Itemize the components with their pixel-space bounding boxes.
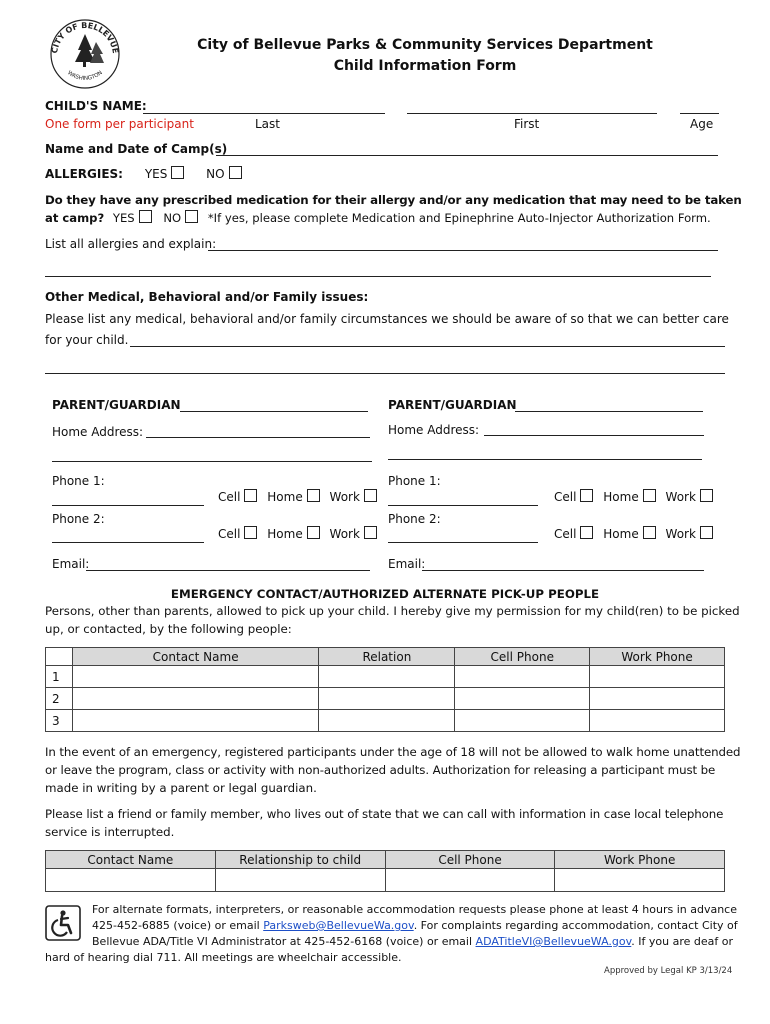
child-name-label: CHILD'S NAME: <box>45 99 147 113</box>
emergency-heading: EMERGENCY CONTACT/AUTHORIZED ALTERNATE PICK-UP PEOPLE <box>170 587 600 601</box>
guardian2-phone2-types <box>554 526 713 541</box>
guardian1-phone1-label: Phone 1: <box>52 474 105 488</box>
home-label: Home <box>267 527 303 541</box>
table-header: Contact Name <box>72 648 319 666</box>
table-cell[interactable] <box>72 666 319 688</box>
guardian1-address-field-2[interactable] <box>52 461 372 462</box>
allergies-no-label: NO <box>206 167 225 181</box>
seal-bottom-text: WASHINGTON <box>66 70 104 82</box>
guardian1-phone2-cell-checkbox[interactable] <box>244 526 257 539</box>
guardian1-email-field[interactable] <box>86 570 370 571</box>
child-age-field[interactable] <box>680 113 719 114</box>
cell-label: Cell <box>218 527 241 541</box>
guardian2-phone2-home-checkbox[interactable] <box>643 526 656 539</box>
table-cell[interactable] <box>72 688 319 710</box>
table-header: Relation <box>319 648 455 666</box>
table-row <box>46 710 725 732</box>
guardian1-phone2-home-checkbox[interactable] <box>307 526 320 539</box>
guardian2-phone1-types <box>554 489 713 504</box>
other-issues-text: Please list any medical, behavioral and/or family circumstances we should be aware of so that we can better care <box>45 312 729 326</box>
guardian1-name-field[interactable] <box>180 411 368 412</box>
row-number: 2 <box>46 688 73 710</box>
guardian1-label: PARENT/GUARDIAN <box>52 398 181 412</box>
emergency-notice-2: or leave the program, class or activity with non-authorized adults. Authorization for releasing a participant must be <box>45 763 716 777</box>
table-header: Work Phone <box>555 851 725 869</box>
table-header: Cell Phone <box>385 851 555 869</box>
medication-note: *If yes, please complete Medication and Epinephrine Auto-Injector Authorization Form. <box>207 211 711 225</box>
wheelchair-accessibility-icon <box>45 905 81 941</box>
guardian1-phone2-work-checkbox[interactable] <box>364 526 377 539</box>
guardian1-address-label: Home Address: <box>52 425 144 439</box>
guardian1-phone1-work-checkbox[interactable] <box>364 489 377 502</box>
cell-label: Cell <box>218 490 241 504</box>
footer-text-part: . For complaints regarding accommodation, contact City of <box>413 919 738 932</box>
footer-text-3 <box>92 935 733 948</box>
table-cell[interactable] <box>455 688 590 710</box>
table-row <box>46 666 725 688</box>
other-issues-text-2: for your child. <box>45 333 129 347</box>
medication-no-label: NO <box>163 211 182 225</box>
guardian2-phone2-cell-checkbox[interactable] <box>580 526 593 539</box>
emergency-text-2: up, or contacted, by the following people: <box>45 622 292 636</box>
medication-yes-label: YES <box>112 211 135 225</box>
age-caption: Age <box>690 117 714 131</box>
table-cell[interactable] <box>46 869 216 892</box>
out-of-state-text-2: service is interrupted. <box>45 825 175 839</box>
guardian2-email-label: Email: <box>388 557 426 571</box>
out-of-state-table <box>45 850 725 892</box>
other-issues-heading: Other Medical, Behavioral and/or Family issues: <box>45 290 369 304</box>
allergies-yes-checkbox[interactable] <box>171 166 184 179</box>
guardian2-phone2-label: Phone 2: <box>388 512 441 526</box>
guardian1-phone1-home-checkbox[interactable] <box>307 489 320 502</box>
home-label: Home <box>267 490 303 504</box>
footer-text-4: hard of hearing dial 711. All meetings are wheelchair accessible. <box>45 951 402 964</box>
allergies-no-checkbox[interactable] <box>229 166 242 179</box>
table-cell[interactable] <box>555 869 725 892</box>
guardian1-phone1-cell-checkbox[interactable] <box>244 489 257 502</box>
emergency-notice-3: made in writing by a parent or legal guardian. <box>45 781 317 795</box>
form-title: Child Information Form <box>333 58 517 74</box>
guardian1-phone1-types <box>218 489 377 504</box>
table-cell[interactable] <box>319 688 455 710</box>
other-issues-field-2[interactable] <box>45 373 725 374</box>
guardian1-phone2-field[interactable] <box>52 542 204 543</box>
work-label: Work <box>329 527 360 541</box>
other-issues-field-1[interactable] <box>130 346 725 347</box>
emergency-text: Persons, other than parents, allowed to pick up your child. I hereby give my permission for my child(ren) to be picked <box>45 604 740 618</box>
footer-text-part: Bellevue ADA/Title VI Administrator at 425-452-6168 (voice) or email <box>92 935 476 948</box>
table-header: Contact Name <box>46 851 216 869</box>
allergies-yes-label: YES <box>144 167 168 181</box>
table-cell[interactable] <box>455 710 590 732</box>
out-of-state-text: Please list a friend or family member, who lives out of state that we can call with information in case local telephone <box>45 807 724 821</box>
footer-text-part: 425-452-6885 (voice) or email <box>92 919 264 932</box>
guardian2-phone1-label: Phone 1: <box>388 474 441 488</box>
legal-approval-note: Approved by Legal KP 3/13/24 <box>604 966 733 976</box>
guardian2-label: PARENT/GUARDIAN <box>388 398 517 412</box>
guardian2-phone2-work-checkbox[interactable] <box>700 526 713 539</box>
guardian2-address-field-2[interactable] <box>388 459 702 460</box>
work-label: Work <box>665 490 696 504</box>
cell-label: Cell <box>554 490 577 504</box>
home-label: Home <box>603 490 639 504</box>
footer-text-part: . If you are deaf or <box>631 935 733 948</box>
table-cell[interactable] <box>590 666 725 688</box>
form-department-title: City of Bellevue Parks & Community Services Department <box>197 37 653 53</box>
table-cell[interactable] <box>319 710 455 732</box>
table-cell[interactable] <box>590 710 725 732</box>
work-label: Work <box>665 527 696 541</box>
guardian1-phone2-types <box>218 526 377 541</box>
table-cell[interactable] <box>319 666 455 688</box>
child-first-name-field[interactable] <box>407 113 657 114</box>
table-cell[interactable] <box>72 710 319 732</box>
table-cell[interactable] <box>455 666 590 688</box>
guardian2-phone1-cell-checkbox[interactable] <box>580 489 593 502</box>
medication-question-end: at camp? <box>45 211 105 225</box>
guardian2-email-field[interactable] <box>422 570 704 571</box>
allergies-explain-field-1[interactable] <box>208 250 718 251</box>
row-number: 3 <box>46 710 73 732</box>
work-label: Work <box>329 490 360 504</box>
guardian2-phone2-field[interactable] <box>388 542 538 543</box>
child-last-name-field[interactable] <box>143 113 385 114</box>
first-name-caption: First <box>514 117 540 131</box>
guardian2-name-field[interactable] <box>515 411 703 412</box>
emergency-contacts-table <box>45 647 725 732</box>
footer-text-2 <box>92 919 738 932</box>
guardian1-phone2-label: Phone 2: <box>52 512 105 526</box>
guardian1-email-label: Email: <box>52 557 90 571</box>
table-header <box>46 648 73 666</box>
table-header: Cell Phone <box>455 648 590 666</box>
guardian2-address-field-1[interactable] <box>484 435 704 436</box>
city-seal-logo <box>48 16 122 90</box>
one-form-note: One form per participant <box>45 117 194 131</box>
seal-top-text: CITY OF BELLEVUE <box>50 20 120 55</box>
camp-field[interactable] <box>216 155 718 156</box>
table-row <box>46 869 725 892</box>
guardian2-phone1-home-checkbox[interactable] <box>643 489 656 502</box>
medication-no-checkbox[interactable] <box>185 210 198 223</box>
guardian2-phone1-field[interactable] <box>388 505 538 506</box>
medication-yes-checkbox[interactable] <box>139 210 152 223</box>
medication-question: Do they have any prescribed medication for their allergy and/or any medication that may need to be taken <box>45 193 742 207</box>
emergency-notice: In the event of an emergency, registered participants under the age of 18 will not be allowed to walk home unattended <box>45 745 741 759</box>
table-row <box>46 688 725 710</box>
table-cell[interactable] <box>215 869 385 892</box>
list-allergies-label: List all allergies and explain: <box>45 237 217 251</box>
adatitlevi-email-link[interactable]: ADATitleVI@BellevueWA.gov <box>475 935 632 948</box>
allergies-explain-field-2[interactable] <box>45 276 711 277</box>
footer-text: For alternate formats, interpreters, or reasonable accommodation requests please phone at least 4 hours in advance <box>92 903 737 916</box>
cell-label: Cell <box>554 527 577 541</box>
table-cell[interactable] <box>385 869 555 892</box>
allergies-label: ALLERGIES: <box>45 167 123 181</box>
parksweb-email-link[interactable]: Parksweb@BellevueWa.gov <box>263 919 414 932</box>
guardian2-address-label: Home Address: <box>388 423 480 437</box>
guardian1-address-field-1[interactable] <box>146 437 370 438</box>
allergies-row <box>45 166 242 181</box>
home-label: Home <box>603 527 639 541</box>
table-cell[interactable] <box>590 688 725 710</box>
row-number: 1 <box>46 666 73 688</box>
table-header: Relationship to child <box>215 851 385 869</box>
camp-label: Name and Date of Camp(s) <box>45 142 228 156</box>
last-name-caption: Last <box>255 117 280 131</box>
guardian2-phone1-work-checkbox[interactable] <box>700 489 713 502</box>
guardian1-phone1-field[interactable] <box>52 505 204 506</box>
medication-row <box>45 210 711 225</box>
table-header: Work Phone <box>590 648 725 666</box>
